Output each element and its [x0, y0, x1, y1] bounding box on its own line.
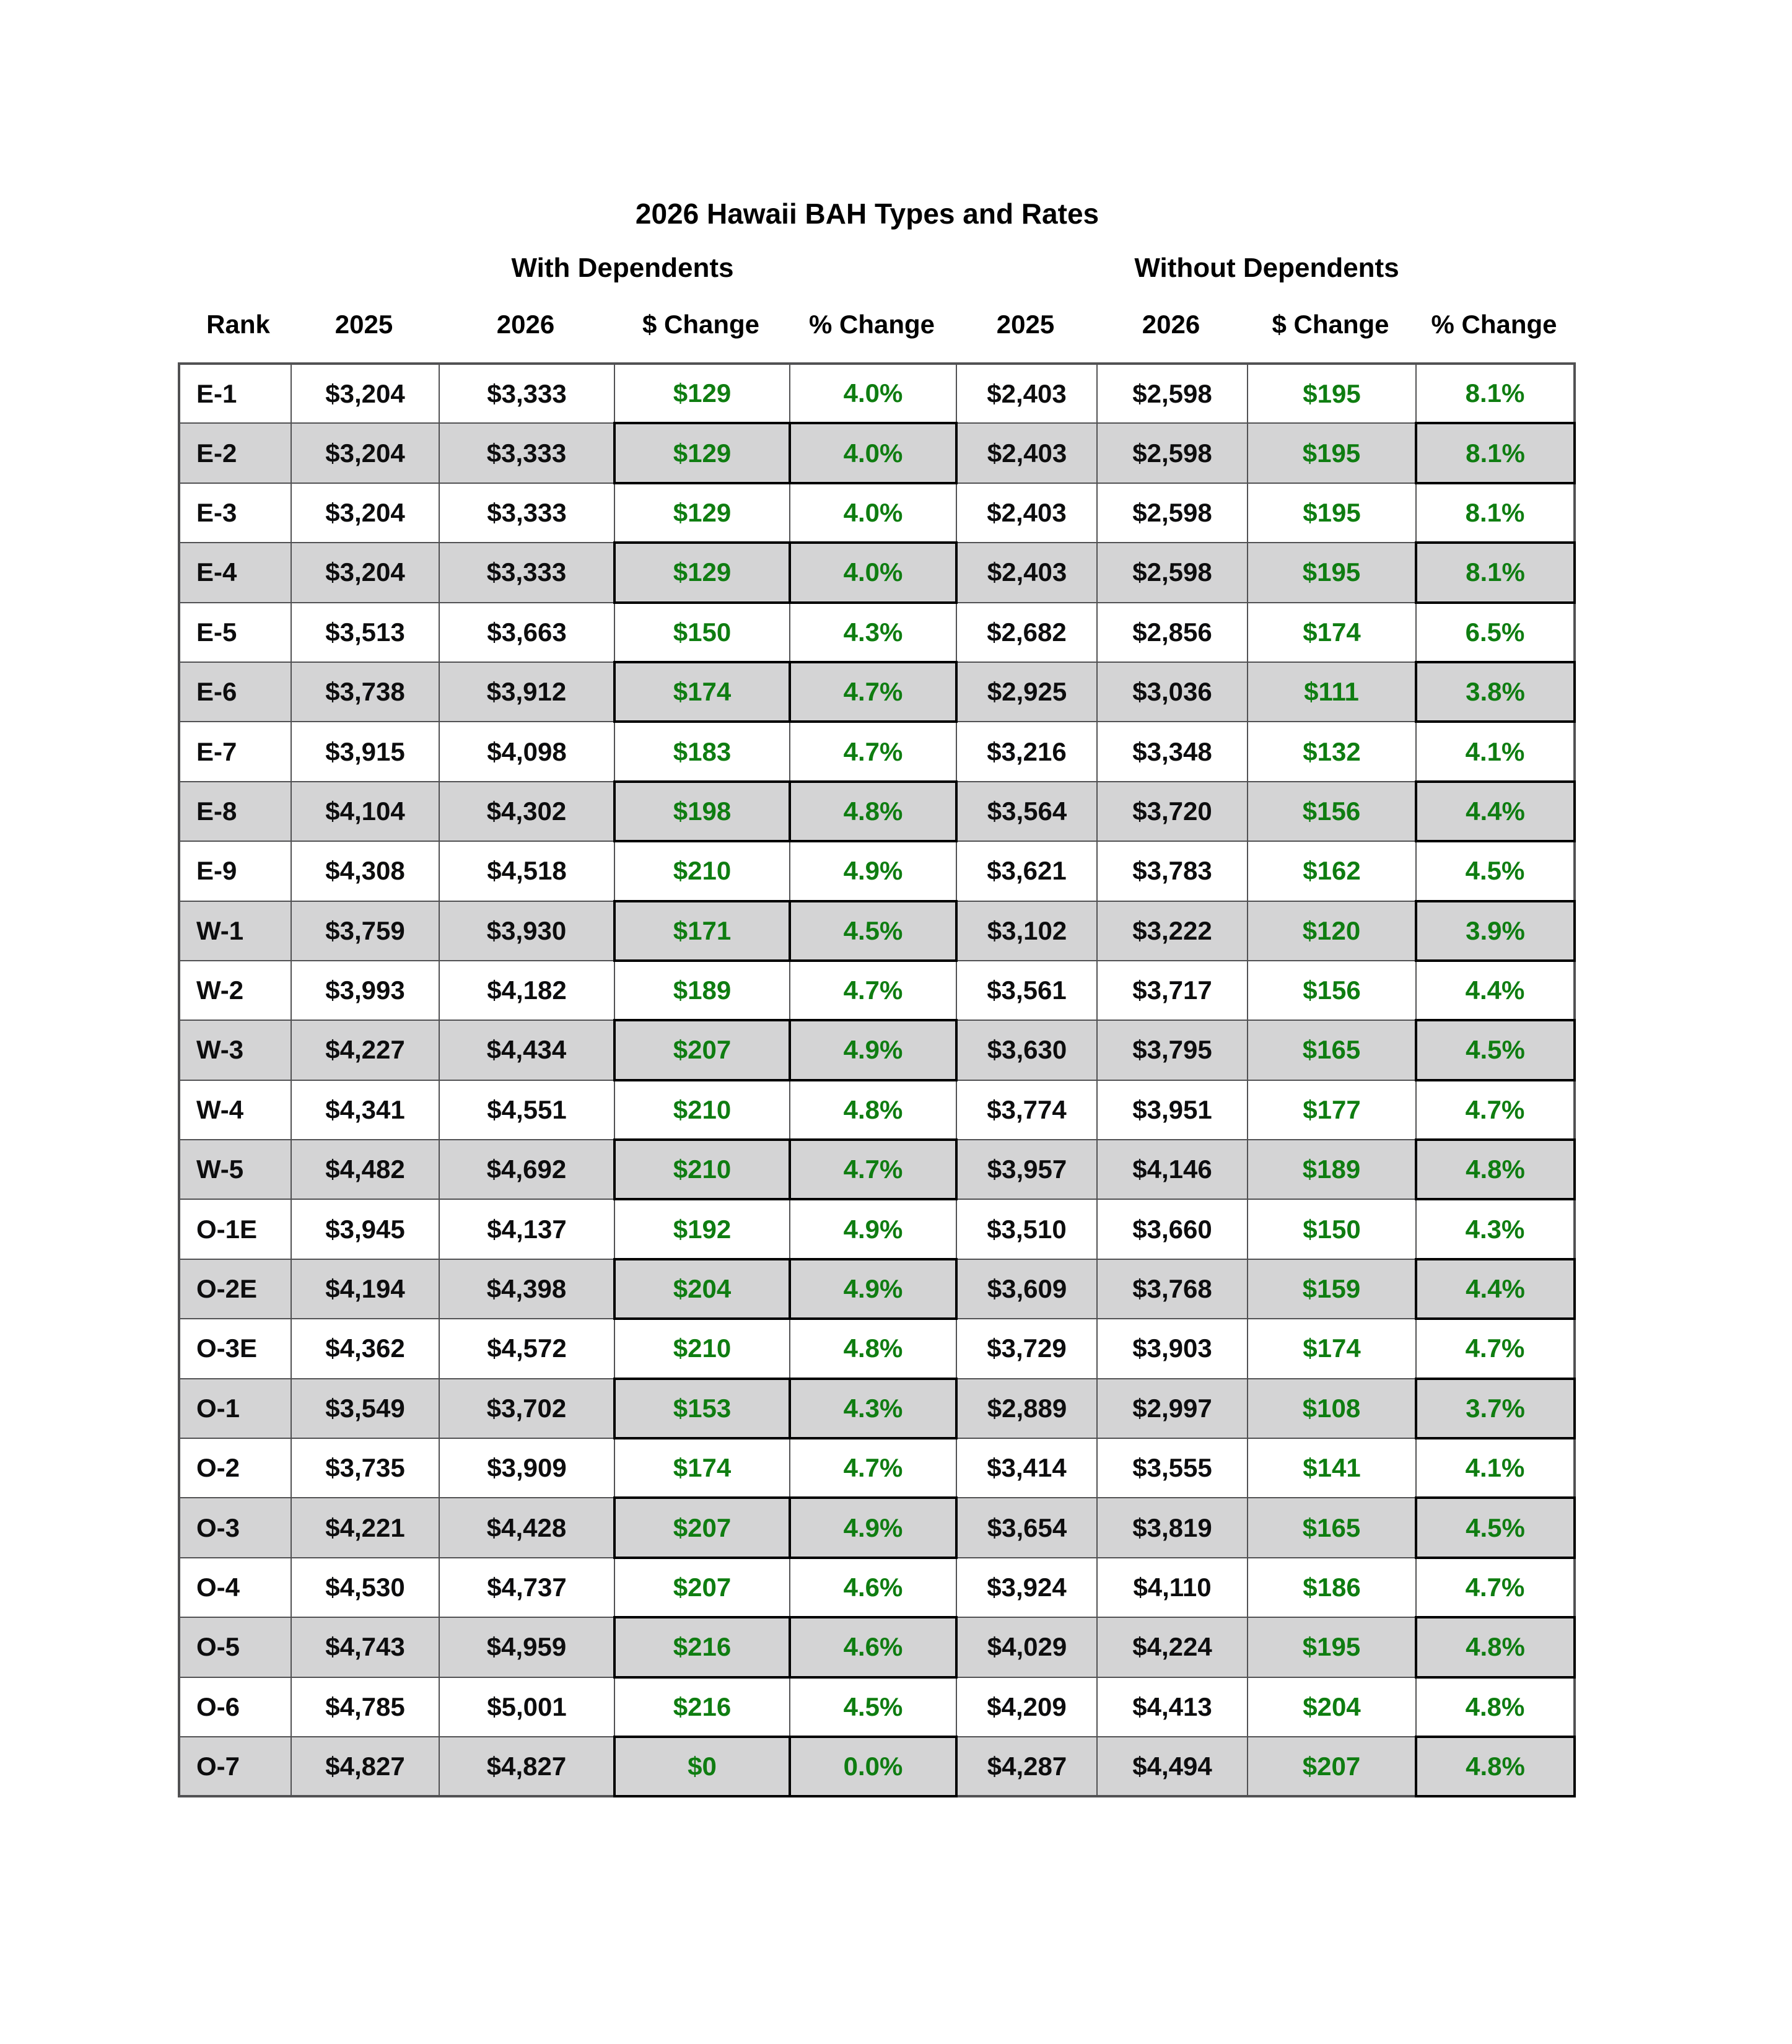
- cell-2026-without: $2,856: [1097, 603, 1248, 662]
- rank-cell: W-4: [179, 1080, 291, 1140]
- cell-dollar-change-with: $204: [614, 1259, 790, 1319]
- cell-2025-with: $4,827: [291, 1737, 439, 1796]
- table-row: [179, 1140, 1575, 1199]
- cell-2025-without: $3,654: [956, 1498, 1097, 1557]
- cell-percent-change-without: 4.4%: [1416, 961, 1575, 1020]
- cell-percent-change-with: 4.7%: [790, 1438, 956, 1498]
- cell-dollar-change-with: $216: [614, 1677, 790, 1737]
- cell-2025-with: $3,204: [291, 364, 439, 423]
- cell-2026-without: $2,598: [1097, 423, 1248, 483]
- cell-dollar-change-without: $189: [1248, 1140, 1416, 1199]
- cell-dollar-change-without: $195: [1248, 423, 1416, 483]
- cell-2025-without: $3,957: [956, 1140, 1097, 1199]
- cell-percent-change-without: 6.5%: [1416, 603, 1575, 662]
- cell-percent-change-without: 4.7%: [1416, 1319, 1575, 1378]
- cell-dollar-change-without: $165: [1248, 1498, 1416, 1557]
- cell-dollar-change-with: $207: [614, 1020, 790, 1080]
- rank-cell: E-3: [179, 483, 291, 543]
- cell-percent-change-with: 4.9%: [790, 841, 956, 901]
- page-title: 2026 Hawaii BAH Types and Rates: [635, 198, 1099, 230]
- cell-percent-change-without: 4.3%: [1416, 1199, 1575, 1259]
- cell-dollar-change-without: $156: [1248, 961, 1416, 1020]
- column-header-dollar-change-without: $ Change: [1272, 310, 1389, 339]
- cell-2025-with: $3,945: [291, 1199, 439, 1259]
- cell-2025-with: $3,549: [291, 1379, 439, 1438]
- cell-dollar-change-with: $210: [614, 1080, 790, 1140]
- cell-dollar-change-without: $111: [1248, 662, 1416, 722]
- rank-cell: O-1: [179, 1379, 291, 1438]
- cell-2026-without: $3,720: [1097, 782, 1248, 841]
- cell-2025-without: $3,630: [956, 1020, 1097, 1080]
- cell-2025-with: $3,759: [291, 901, 439, 961]
- table-row: [179, 1737, 1575, 1796]
- table-row: [179, 1379, 1575, 1438]
- rank-cell: E-8: [179, 782, 291, 841]
- cell-percent-change-with: 4.9%: [790, 1199, 956, 1259]
- cell-dollar-change-with: $210: [614, 841, 790, 901]
- table-row: [179, 1438, 1575, 1498]
- rank-cell: E-4: [179, 543, 291, 602]
- cell-2026-with: $3,333: [439, 543, 614, 602]
- cell-2026-without: $3,348: [1097, 722, 1248, 781]
- cell-percent-change-without: 8.1%: [1416, 423, 1575, 483]
- cell-dollar-change-without: $141: [1248, 1438, 1416, 1498]
- cell-2026-without: $3,951: [1097, 1080, 1248, 1140]
- cell-percent-change-with: 4.7%: [790, 1140, 956, 1199]
- cell-dollar-change-without: $156: [1248, 782, 1416, 841]
- cell-2025-with: $4,743: [291, 1617, 439, 1677]
- rank-cell: O-2: [179, 1438, 291, 1498]
- cell-dollar-change-without: $174: [1248, 603, 1416, 662]
- cell-percent-change-with: 4.9%: [790, 1259, 956, 1319]
- column-header-2025-with: 2025: [334, 310, 393, 339]
- rank-cell: O-5: [179, 1617, 291, 1677]
- cell-2026-with: $4,434: [439, 1020, 614, 1080]
- cell-2026-with: $3,702: [439, 1379, 614, 1438]
- cell-2026-without: $3,555: [1097, 1438, 1248, 1498]
- cell-2025-with: $4,362: [291, 1319, 439, 1378]
- table-row: [179, 1020, 1575, 1080]
- cell-dollar-change-with: $207: [614, 1498, 790, 1557]
- cell-2025-with: $4,194: [291, 1259, 439, 1319]
- cell-percent-change-without: 4.7%: [1416, 1080, 1575, 1140]
- cell-2026-with: $4,692: [439, 1140, 614, 1199]
- cell-2026-without: $3,222: [1097, 901, 1248, 961]
- cell-percent-change-with: 4.0%: [790, 543, 956, 602]
- table-row: [179, 543, 1575, 602]
- cell-dollar-change-without: $174: [1248, 1319, 1416, 1378]
- column-header-2026-without: 2026: [1142, 310, 1200, 339]
- cell-2026-with: $4,518: [439, 841, 614, 901]
- cell-2026-without: $3,768: [1097, 1259, 1248, 1319]
- cell-2025-with: $3,204: [291, 543, 439, 602]
- rank-cell: O-3: [179, 1498, 291, 1557]
- rank-cell: O-6: [179, 1677, 291, 1737]
- cell-percent-change-with: 4.7%: [790, 662, 956, 722]
- table-row: [179, 662, 1575, 722]
- cell-percent-change-without: 4.4%: [1416, 1259, 1575, 1319]
- table-row: [179, 722, 1575, 781]
- cell-2025-with: $3,738: [291, 662, 439, 722]
- cell-dollar-change-without: $195: [1248, 483, 1416, 543]
- cell-2025-without: $3,564: [956, 782, 1097, 841]
- cell-dollar-change-with: $192: [614, 1199, 790, 1259]
- cell-2025-without: $3,729: [956, 1319, 1097, 1378]
- table-row: [179, 782, 1575, 841]
- cell-2025-without: $2,925: [956, 662, 1097, 722]
- cell-2025-with: $3,993: [291, 961, 439, 1020]
- cell-2026-with: $4,572: [439, 1319, 614, 1378]
- cell-percent-change-with: 4.6%: [790, 1558, 956, 1617]
- cell-2025-without: $3,609: [956, 1259, 1097, 1319]
- table-row: [179, 1080, 1575, 1140]
- cell-dollar-change-with: $207: [614, 1558, 790, 1617]
- rank-cell: O-2E: [179, 1259, 291, 1319]
- cell-2026-with: $3,909: [439, 1438, 614, 1498]
- cell-percent-change-with: 4.5%: [790, 1677, 956, 1737]
- cell-percent-change-with: 4.9%: [790, 1498, 956, 1557]
- column-header-rank: Rank: [206, 310, 270, 339]
- cell-2026-without: $2,598: [1097, 543, 1248, 602]
- cell-2025-with: $3,915: [291, 722, 439, 781]
- cell-2026-with: $4,827: [439, 1737, 614, 1796]
- cell-dollar-change-without: $165: [1248, 1020, 1416, 1080]
- cell-2025-without: $3,102: [956, 901, 1097, 961]
- rank-cell: W-3: [179, 1020, 291, 1080]
- cell-2025-without: $4,029: [956, 1617, 1097, 1677]
- column-header-percent-change-without: % Change: [1431, 310, 1557, 339]
- cell-percent-change-without: 4.8%: [1416, 1737, 1575, 1796]
- cell-2026-without: $2,997: [1097, 1379, 1248, 1438]
- cell-2025-with: $4,221: [291, 1498, 439, 1557]
- cell-2025-without: $3,414: [956, 1438, 1097, 1498]
- cell-dollar-change-with: $129: [614, 543, 790, 602]
- cell-2025-without: $2,889: [956, 1379, 1097, 1438]
- cell-2026-without: $4,110: [1097, 1558, 1248, 1617]
- cell-percent-change-without: 4.8%: [1416, 1617, 1575, 1677]
- cell-2026-without: $3,660: [1097, 1199, 1248, 1259]
- cell-2025-without: $3,216: [956, 722, 1097, 781]
- cell-percent-change-without: 8.1%: [1416, 543, 1575, 602]
- cell-2025-with: $4,104: [291, 782, 439, 841]
- cell-percent-change-with: 4.5%: [790, 901, 956, 961]
- cell-dollar-change-without: $120: [1248, 901, 1416, 961]
- cell-percent-change-without: 4.4%: [1416, 782, 1575, 841]
- rank-cell: E-7: [179, 722, 291, 781]
- rank-cell: E-9: [179, 841, 291, 901]
- cell-2026-with: $4,737: [439, 1558, 614, 1617]
- cell-2025-without: $4,209: [956, 1677, 1097, 1737]
- rank-cell: W-2: [179, 961, 291, 1020]
- cell-percent-change-without: 4.5%: [1416, 841, 1575, 901]
- cell-dollar-change-without: $150: [1248, 1199, 1416, 1259]
- cell-dollar-change-without: $195: [1248, 1617, 1416, 1677]
- cell-2025-with: $4,530: [291, 1558, 439, 1617]
- table-row: [179, 1677, 1575, 1737]
- cell-2025-without: $3,774: [956, 1080, 1097, 1140]
- cell-percent-change-without: 4.5%: [1416, 1020, 1575, 1080]
- cell-2025-without: $3,621: [956, 841, 1097, 901]
- cell-2026-without: $2,598: [1097, 364, 1248, 423]
- cell-percent-change-without: 4.5%: [1416, 1498, 1575, 1557]
- cell-2026-without: $3,903: [1097, 1319, 1248, 1378]
- cell-2026-with: $3,333: [439, 423, 614, 483]
- cell-dollar-change-with: $210: [614, 1319, 790, 1378]
- cell-2025-without: $4,287: [956, 1737, 1097, 1796]
- table-row: [179, 901, 1575, 961]
- cell-2025-with: $3,204: [291, 423, 439, 483]
- cell-2026-with: $3,663: [439, 603, 614, 662]
- table-row: [179, 1617, 1575, 1677]
- rank-cell: O-1E: [179, 1199, 291, 1259]
- cell-dollar-change-with: $198: [614, 782, 790, 841]
- cell-percent-change-with: 4.8%: [790, 782, 956, 841]
- cell-dollar-change-with: $0: [614, 1737, 790, 1796]
- table-row: [179, 603, 1575, 662]
- cell-percent-change-without: 4.8%: [1416, 1677, 1575, 1737]
- cell-percent-change-with: 4.0%: [790, 423, 956, 483]
- cell-percent-change-with: 4.0%: [790, 364, 956, 423]
- cell-dollar-change-with: $210: [614, 1140, 790, 1199]
- cell-dollar-change-with: $174: [614, 662, 790, 722]
- cell-2026-without: $4,146: [1097, 1140, 1248, 1199]
- cell-dollar-change-without: $195: [1248, 364, 1416, 423]
- cell-percent-change-with: 4.3%: [790, 603, 956, 662]
- cell-2026-with: $3,912: [439, 662, 614, 722]
- cell-2025-with: $3,513: [291, 603, 439, 662]
- rank-cell: O-4: [179, 1558, 291, 1617]
- cell-2026-with: $3,930: [439, 901, 614, 961]
- cell-percent-change-without: 3.9%: [1416, 901, 1575, 961]
- table-row: [179, 1319, 1575, 1378]
- cell-2026-without: $4,494: [1097, 1737, 1248, 1796]
- cell-2026-with: $5,001: [439, 1677, 614, 1737]
- cell-dollar-change-with: $153: [614, 1379, 790, 1438]
- cell-2026-with: $4,428: [439, 1498, 614, 1557]
- cell-2025-without: $2,403: [956, 483, 1097, 543]
- column-header-2026-with: 2026: [496, 310, 555, 339]
- cell-dollar-change-without: $195: [1248, 543, 1416, 602]
- cell-2026-with: $4,098: [439, 722, 614, 781]
- cell-dollar-change-with: $183: [614, 722, 790, 781]
- cell-percent-change-without: 8.1%: [1416, 364, 1575, 423]
- rank-cell: E-6: [179, 662, 291, 722]
- cell-percent-change-without: 3.7%: [1416, 1379, 1575, 1438]
- cell-2025-without: $3,924: [956, 1558, 1097, 1617]
- table-row: [179, 483, 1575, 543]
- cell-percent-change-without: 8.1%: [1416, 483, 1575, 543]
- cell-percent-change-without: 4.7%: [1416, 1558, 1575, 1617]
- cell-2026-without: $3,036: [1097, 662, 1248, 722]
- cell-2025-with: $4,785: [291, 1677, 439, 1737]
- rank-cell: E-1: [179, 364, 291, 423]
- cell-2025-with: $4,482: [291, 1140, 439, 1199]
- cell-percent-change-with: 0.0%: [790, 1737, 956, 1796]
- column-header-row: [178, 310, 1573, 339]
- column-header-2025-without: 2025: [996, 310, 1055, 339]
- bah-rates-table: [178, 362, 1576, 1797]
- cell-dollar-change-without: $162: [1248, 841, 1416, 901]
- cell-dollar-change-without: $108: [1248, 1379, 1416, 1438]
- cell-percent-change-with: 4.8%: [790, 1319, 956, 1378]
- cell-2026-without: $4,224: [1097, 1617, 1248, 1677]
- cell-2026-with: $4,137: [439, 1199, 614, 1259]
- cell-percent-change-without: 4.8%: [1416, 1140, 1575, 1199]
- group-header-without-dependents: Without Dependents: [1134, 253, 1399, 283]
- cell-2026-with: $4,182: [439, 961, 614, 1020]
- cell-dollar-change-with: $171: [614, 901, 790, 961]
- table-row: [179, 841, 1575, 901]
- cell-dollar-change-without: $186: [1248, 1558, 1416, 1617]
- cell-dollar-change-with: $129: [614, 364, 790, 423]
- table-row: [179, 364, 1575, 423]
- table-row: [179, 1558, 1575, 1617]
- table-row: [179, 423, 1575, 483]
- cell-2025-with: $3,735: [291, 1438, 439, 1498]
- cell-percent-change-without: 4.1%: [1416, 1438, 1575, 1498]
- column-header-dollar-change-with: $ Change: [642, 310, 760, 339]
- cell-2025-without: $3,561: [956, 961, 1097, 1020]
- cell-dollar-change-without: $159: [1248, 1259, 1416, 1319]
- cell-2025-without: $2,403: [956, 364, 1097, 423]
- rank-cell: O-3E: [179, 1319, 291, 1378]
- table-row: [179, 1199, 1575, 1259]
- rank-cell: O-7: [179, 1737, 291, 1796]
- cell-2026-with: $4,551: [439, 1080, 614, 1140]
- cell-2026-without: $3,795: [1097, 1020, 1248, 1080]
- cell-dollar-change-without: $204: [1248, 1677, 1416, 1737]
- cell-percent-change-with: 4.7%: [790, 722, 956, 781]
- cell-percent-change-with: 4.8%: [790, 1080, 956, 1140]
- rank-cell: E-2: [179, 423, 291, 483]
- cell-2025-with: $4,227: [291, 1020, 439, 1080]
- group-header-with-dependents: With Dependents: [511, 253, 734, 283]
- cell-2026-with: $4,302: [439, 782, 614, 841]
- cell-2025-without: $2,403: [956, 423, 1097, 483]
- cell-percent-change-with: 4.7%: [790, 961, 956, 1020]
- cell-2025-with: $4,308: [291, 841, 439, 901]
- cell-2026-without: $4,413: [1097, 1677, 1248, 1737]
- cell-2026-with: $4,959: [439, 1617, 614, 1677]
- cell-2026-with: $4,398: [439, 1259, 614, 1319]
- cell-dollar-change-with: $129: [614, 423, 790, 483]
- cell-percent-change-without: 4.1%: [1416, 722, 1575, 781]
- cell-2026-without: $3,783: [1097, 841, 1248, 901]
- table-body: [179, 364, 1575, 1796]
- cell-dollar-change-without: $132: [1248, 722, 1416, 781]
- cell-2026-without: $3,819: [1097, 1498, 1248, 1557]
- rank-cell: W-5: [179, 1140, 291, 1199]
- cell-2025-without: $2,682: [956, 603, 1097, 662]
- rank-cell: E-5: [179, 603, 291, 662]
- cell-dollar-change-with: $189: [614, 961, 790, 1020]
- table-row: [179, 1498, 1575, 1557]
- cell-percent-change-without: 3.8%: [1416, 662, 1575, 722]
- cell-dollar-change-with: $174: [614, 1438, 790, 1498]
- cell-dollar-change-without: $177: [1248, 1080, 1416, 1140]
- cell-2026-without: $3,717: [1097, 961, 1248, 1020]
- table-row: [179, 961, 1575, 1020]
- rank-cell: W-1: [179, 901, 291, 961]
- column-header-percent-change-with: % Change: [808, 310, 935, 339]
- cell-2025-without: $2,403: [956, 543, 1097, 602]
- cell-2026-with: $3,333: [439, 483, 614, 543]
- cell-dollar-change-with: $150: [614, 603, 790, 662]
- cell-percent-change-with: 4.6%: [790, 1617, 956, 1677]
- cell-dollar-change-with: $129: [614, 483, 790, 543]
- cell-2026-with: $3,333: [439, 364, 614, 423]
- cell-percent-change-with: 4.0%: [790, 483, 956, 543]
- cell-dollar-change-with: $216: [614, 1617, 790, 1677]
- cell-percent-change-with: 4.9%: [790, 1020, 956, 1080]
- cell-percent-change-with: 4.3%: [790, 1379, 956, 1438]
- cell-2025-with: $3,204: [291, 483, 439, 543]
- table-row: [179, 1259, 1575, 1319]
- cell-dollar-change-without: $207: [1248, 1737, 1416, 1796]
- cell-2025-with: $4,341: [291, 1080, 439, 1140]
- cell-2026-without: $2,598: [1097, 483, 1248, 543]
- cell-2025-without: $3,510: [956, 1199, 1097, 1259]
